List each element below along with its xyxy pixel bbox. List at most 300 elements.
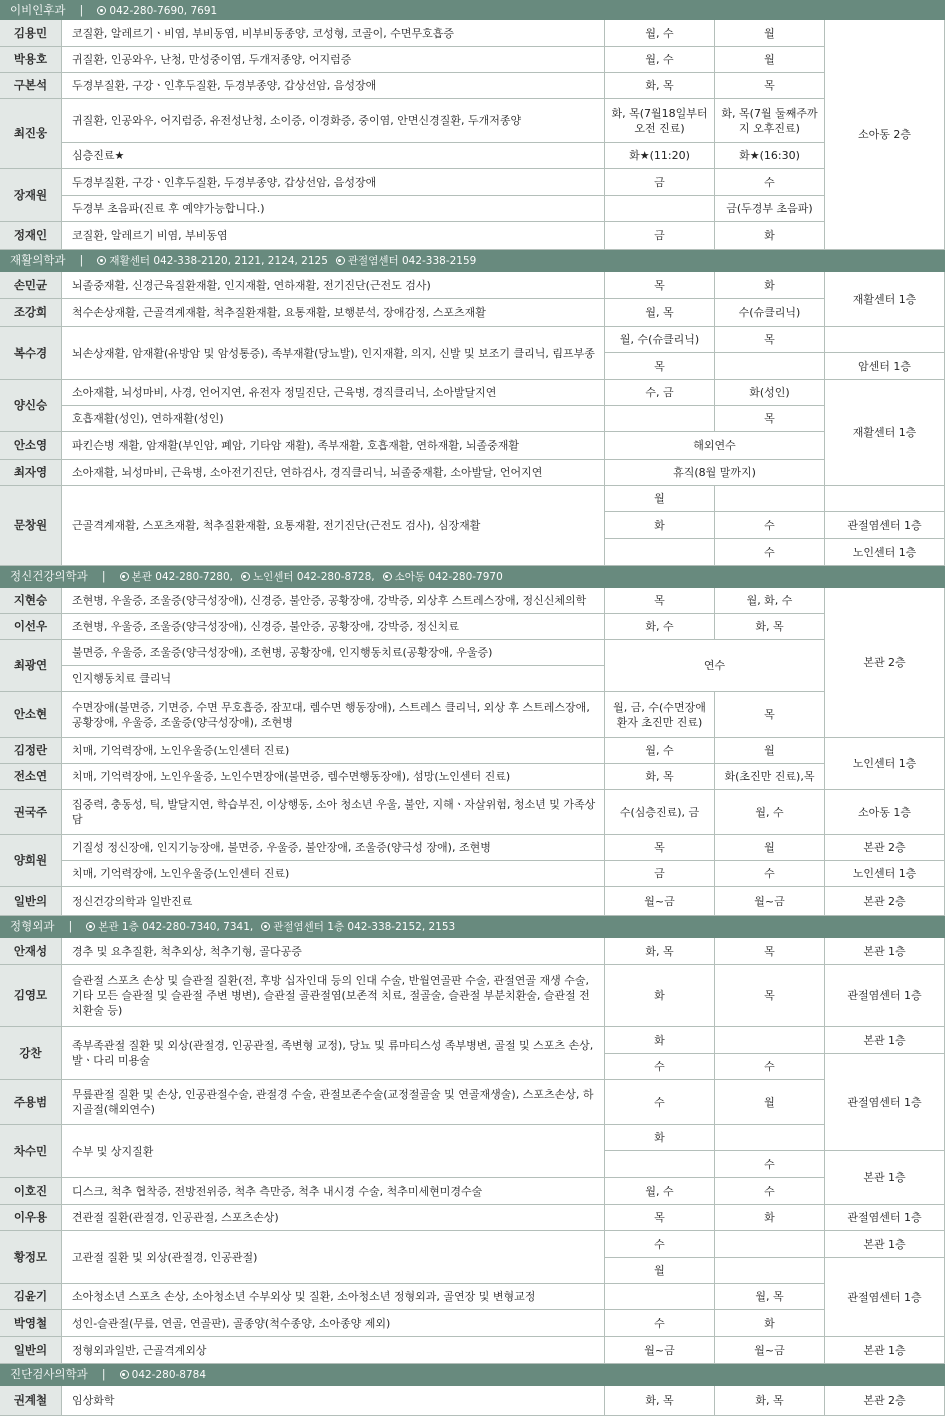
merged-schedule [605,432,825,460]
afternoon-schedule-text: 월 [764,53,775,66]
specialty-text [62,887,605,916]
location-text [825,380,945,486]
location-text [825,738,945,790]
afternoon-schedule-text: 월, 화, 수 [746,594,793,607]
specialty-text [62,1027,605,1080]
afternoon-schedule [715,1231,825,1258]
divider: | [101,569,106,583]
doctor-name [0,692,62,738]
morning-schedule [605,73,715,99]
afternoon-schedule [715,20,825,47]
afternoon-schedule [715,539,825,566]
phone-icon [241,572,250,581]
afternoon-schedule-text: 월 [764,841,775,854]
department-phone: 본관 042-280-7280, [131,571,233,583]
specialty-text-text: 심층진료★ [72,149,125,162]
specialty-text-text: 뇌손상재활, 암재활(유방암 및 암성통증), 족부재활(당뇨발), 인지재활, 의지, 신발 및 보조기 클리닉, 림프부종 [72,346,595,360]
morning-schedule-text: 목 [654,841,665,854]
specialty-text [62,614,605,640]
specialty-text [62,1386,605,1416]
doctor-name-text: 손민균 [13,277,48,292]
department-name: 정신건강의학과 [10,569,88,583]
doctor-name-text: 구본석 [13,78,48,92]
afternoon-schedule [715,73,825,99]
afternoon-schedule-text: 화(성인) [749,386,790,399]
morning-schedule-text: 월 [654,492,665,505]
morning-schedule-text: 목 [654,359,665,373]
afternoon-schedule [715,861,825,887]
afternoon-schedule [715,512,825,539]
doctor-name [0,835,62,887]
morning-schedule-text: 수 [654,1237,665,1251]
specialty-text [62,938,605,965]
afternoon-schedule-text: 화 [764,278,775,292]
specialty-text [62,861,605,887]
morning-schedule-text: 월~금 [644,894,675,908]
specialty-text-text: 기질성 정신장애, 인지기능장애, 불면증, 우울증, 불안장애, 조울증(양극성 장애), 조현병 [72,841,491,854]
morning-schedule [605,353,715,380]
doctor-name-text: 최광연 [13,658,48,672]
afternoon-schedule [715,327,825,353]
morning-schedule-text: 화 [654,989,665,1002]
morning-schedule-text: 월, 수 [645,744,674,757]
specialty-text [62,738,605,764]
doctor-name-text: 주용범 [13,1094,48,1109]
phone-icon [120,1370,129,1379]
afternoon-schedule [715,965,825,1027]
afternoon-schedule-text: 수 [764,867,775,880]
doctor-name [0,169,62,222]
afternoon-schedule [715,1054,825,1080]
afternoon-schedule-text: 목 [764,79,775,92]
location-text [825,1151,945,1205]
specialty-text [62,640,605,666]
specialty-text-text: 인지행동치료 클리닉 [72,672,172,685]
doctor-name [0,20,62,47]
specialty-text-text: 소아재활, 뇌성마비, 사경, 언어지연, 유전자 정밀진단, 근육병, 경직클리닉, 소아발달지연 [72,386,497,399]
department-name: 정형외과 [10,919,55,933]
morning-schedule-text: 수 [654,1060,665,1073]
doctor-name [0,1178,62,1205]
doctor-name-text: 박영철 [13,1315,48,1330]
morning-schedule [605,614,715,640]
morning-schedule [605,1337,715,1364]
afternoon-schedule-text: 수 [764,518,775,532]
specialty-text-text: 슬관절 스포츠 손상 및 슬관절 질환(전, 후방 십자인대 등의 인대 수술, 반월연골판 수술, 관절연골 재생 수술, 기타 모든 슬관절 및 슬관절 주변 병변), 슬관절 골관절염(보존적 치료, 절골술, 슬관절 부분치환술, 슬관절 전치환술 등) [72,974,590,1017]
afternoon-schedule [715,1205,825,1231]
morning-schedule [605,1178,715,1205]
specialty-text [62,432,605,460]
specialty-text [62,692,605,738]
department-phone: 본관 1층 042-280-7340, 7341, [98,921,254,933]
specialty-text [62,47,605,73]
afternoon-schedule-text: 화, 목(7월 둘째주까지 오후진료) [721,106,818,135]
doctor-name [0,790,62,835]
afternoon-schedule [715,222,825,250]
location-text-text: 본관 1층 [863,1033,906,1047]
specialty-text [62,460,605,486]
morning-schedule-text: 월, 금, 수(수면장애 환자 초진만 진료) [613,700,706,729]
specialty-text-text: 집중력, 충동성, 틱, 발달지연, 학습부진, 이상행동, 소아 청소년 우울, 불안, 지해ㆍ자살위험, 청소년 및 가족상담 [72,798,596,826]
department-phone: 관절염센터 042-338-2159 [347,255,477,267]
merged-schedule [605,460,825,486]
morning-schedule-text: 화, 수 [645,620,674,633]
specialty-text-text: 소아재활, 뇌성마비, 근육병, 소아전기진단, 연하검사, 경직클리닉, 뇌졸중재활, 소아발달, 언어지연 [72,466,543,479]
doctor-name-text: 이호진 [13,1183,48,1198]
specialty-text-text: 척수손상재활, 근골격계재활, 척추질환재활, 요통재활, 보행분석, 장애감정, 스포츠재활 [72,306,486,319]
doctor-name [0,99,62,169]
morning-schedule [605,1205,715,1231]
department-name: 재활의학과 [10,253,66,267]
doctor-name-text: 김정란 [13,743,48,757]
afternoon-schedule-text: 화 [764,1211,775,1224]
morning-schedule-text: 목 [654,278,665,292]
department-header [0,566,945,588]
morning-schedule [605,327,715,353]
morning-schedule [605,861,715,887]
afternoon-schedule-text: 화 [764,1316,775,1330]
phone-icon [86,922,95,931]
doctor-name [0,1080,62,1125]
doctor-name-text: 권국주 [13,804,48,819]
afternoon-schedule-text: 목 [764,944,775,958]
morning-schedule-text: 화 [654,1033,665,1047]
afternoon-schedule [715,692,825,738]
specialty-text [62,1178,605,1205]
morning-schedule-text: 화★(11:20) [629,149,690,162]
department-phone: 재활센터 042-338-2120, 2121, 2124, 2125 [109,255,328,267]
phone-icon [336,256,345,265]
phone-icon [383,572,392,581]
afternoon-schedule [715,1386,825,1416]
afternoon-schedule-text: 금(두경부 초음파) [726,202,813,215]
specialty-text [62,965,605,1027]
morning-schedule-text: 월, 수 [645,26,674,40]
specialty-text [62,1310,605,1337]
afternoon-schedule [715,1027,825,1054]
doctor-name [0,938,62,965]
specialty-text-text: 치매, 기억력장애, 노인우울증, 노인수면장애(불면증, 렘수면행동장애), 섬망(노인센터 진료) [72,770,511,783]
specialty-text-text: 뇌졸중재활, 신경근육질환재활, 인지재활, 연하재활, 전기진단(근전도 검사) [72,278,431,292]
location-text [825,1258,945,1337]
morning-schedule [605,222,715,250]
afternoon-schedule [715,1080,825,1125]
afternoon-schedule [715,406,825,432]
afternoon-schedule [715,47,825,73]
location-text [825,1054,945,1151]
morning-schedule [605,692,715,738]
afternoon-schedule [715,169,825,196]
doctor-name-text: 정재인 [13,228,48,242]
afternoon-schedule-text: 월~금 [754,894,785,908]
specialty-text [62,222,605,250]
afternoon-schedule-text: 월, 목 [755,1290,784,1303]
specialty-text [62,1231,605,1284]
department-name: 이비인후과 [10,3,66,17]
specialty-text-text: 파킨슨병 재활, 암재활(부인암, 폐암, 기타암 재활), 족부재활, 호흡재활, 연하재활, 뇌졸중재활 [72,439,520,452]
phone-icon [97,256,106,265]
afternoon-schedule-text: 화, 목 [755,1394,784,1407]
afternoon-schedule [715,272,825,299]
morning-schedule-text: 월, 수 [645,1184,674,1198]
doctor-name [0,738,62,764]
doctor-name-text: 김윤기 [13,1289,48,1303]
doctor-name [0,299,62,327]
location-text-text: 암센터 1층 [858,359,911,373]
department-phone: 노인센터 042-280-8728, [252,571,375,583]
location-text [825,512,945,539]
morning-schedule [605,1258,715,1284]
doctor-name [0,1310,62,1337]
specialty-text [62,666,605,692]
location-text [825,539,945,566]
morning-schedule-text: 월, 수(슈클리닉) [619,333,700,346]
morning-schedule [605,169,715,196]
morning-schedule-text: 화, 목 [645,770,674,783]
specialty-text [62,73,605,99]
morning-schedule [605,1027,715,1054]
specialty-text-text: 디스크, 척추 협착증, 전방전위증, 척추 측만증, 척추 내시경 수술, 척추미세현미경수술 [72,1184,483,1198]
morning-schedule [605,1231,715,1258]
merged-schedule-text: 휴직(8월 말까지) [673,466,756,479]
morning-schedule-text: 월, 목 [645,306,674,319]
afternoon-schedule [715,938,825,965]
specialty-text [62,99,605,143]
merged-schedule-text: 해외연수 [693,439,736,452]
location-text-text: 본관 1층 [863,1171,906,1184]
specialty-text-text: 두경부질환, 구강ㆍ인후두질환, 두경부종양, 갑상선암, 음성장애 [72,175,377,189]
location-text-text: 본관 2층 [863,1394,906,1407]
doctor-name-text: 안소영 [13,438,48,452]
location-text [825,1337,945,1364]
doctor-name [0,1284,62,1310]
location-text [825,861,945,887]
doctor-name [0,1205,62,1231]
afternoon-schedule-text: 목 [764,412,775,425]
afternoon-schedule [715,1178,825,1205]
doctor-name-text: 장재원 [13,187,48,202]
morning-schedule [605,887,715,916]
merged-schedule-text: 연수 [703,659,726,672]
location-text-text: 소아동 1층 [858,805,911,819]
department-phone: 042-280-8784 [131,1369,207,1381]
location-text [825,938,945,965]
location-text [825,1205,945,1231]
doctor-name-text: 권계철 [13,1393,48,1407]
morning-schedule [605,47,715,73]
specialty-text-text: 정신건강의학과 일반진료 [72,894,193,908]
afternoon-schedule-text: 월 [764,744,775,757]
location-text-text: 관절염센터 1층 [847,518,922,532]
afternoon-schedule [715,1310,825,1337]
afternoon-schedule-text: 수 [764,545,775,559]
specialty-text-text: 귀질환, 인공와우, 어지럼증, 유전성난청, 소이증, 이경화증, 중이염, 안면신경질환, 두개저종양 [72,114,522,127]
department-phone: 042-280-7690, 7691 [109,5,218,17]
specialty-text [62,406,605,432]
specialty-text [62,1125,605,1178]
morning-schedule [605,1310,715,1337]
morning-schedule-text: 화, 목 [645,79,674,92]
location-text-text: 본관 2층 [863,656,906,669]
specialty-text-text: 족부족관절 질환 및 외상(관절경, 인공관절, 족변형 교정), 당뇨 및 류마티스성 족부병변, 골절 및 스포츠 손상, 발ㆍ다리 미용술 [72,1039,594,1067]
afternoon-schedule [715,99,825,143]
morning-schedule-text: 금 [654,175,665,189]
morning-schedule-text: 화 [654,1131,665,1144]
specialty-text-text: 두경부질환, 구강ㆍ인후두질환, 두경부종양, 갑상선암, 음성장애 [72,79,377,92]
morning-schedule-text: 화, 목 [645,1394,674,1407]
divider: | [101,1367,106,1381]
morning-schedule-text: 월 [654,1264,665,1277]
afternoon-schedule [715,1337,825,1364]
afternoon-schedule [715,790,825,835]
doctor-name-text: 안재성 [13,943,48,958]
doctor-name [0,73,62,99]
doctor-name [0,1231,62,1284]
doctor-name [0,614,62,640]
location-text-text: 본관 1층 [863,1343,906,1357]
morning-schedule [605,1386,715,1416]
afternoon-schedule-text: 수(슈클리닉) [738,306,801,319]
department-phone: 관절염센터 1층 042-338-2152, 2153 [273,921,456,933]
morning-schedule-text: 수, 금 [645,386,674,399]
doctor-name-text: 문창원 [13,518,48,532]
specialty-text-text: 두경부 초음파(진료 후 예약가능합니다.) [72,202,265,215]
location-text [825,887,945,916]
specialty-text [62,20,605,47]
morning-schedule-text: 화, 목 [645,944,674,958]
doctor-name [0,1337,62,1364]
afternoon-schedule-text: 월, 수 [755,805,784,819]
doctor-name-text: 김용민 [13,25,48,40]
doctor-name-text: 차수민 [13,1143,48,1158]
specialty-text-text: 귀질환, 인공와우, 난청, 만성중이염, 두개저종양, 어지럼증 [72,53,352,66]
morning-schedule-text: 월, 수 [645,53,674,66]
location-text [825,327,945,353]
location-text-text: 노인센터 1층 [852,545,917,559]
doctor-name [0,1027,62,1080]
afternoon-schedule-text: 수 [764,1060,775,1073]
doctor-name [0,640,62,692]
morning-schedule-text: 목 [654,1211,665,1224]
afternoon-schedule [715,1258,825,1284]
doctor-name [0,588,62,614]
afternoon-schedule [715,299,825,327]
afternoon-schedule [715,614,825,640]
location-text [825,790,945,835]
morning-schedule [605,938,715,965]
specialty-text [62,588,605,614]
doctor-name [0,965,62,1027]
specialty-text-text: 성인-슬관절(무릎, 연골, 연골판), 골종양(척수종양, 소아종양 제외) [72,1316,391,1330]
morning-schedule [605,738,715,764]
location-text [825,1231,945,1258]
morning-schedule [605,99,715,143]
specialty-text-text: 소아청소년 스포츠 손상, 소아청소년 수부외상 및 질환, 소아청소년 정형외과, 골연장 및 변형교정 [72,1290,536,1303]
specialty-text [62,272,605,299]
afternoon-schedule-text: 월~금 [754,1343,785,1357]
morning-schedule-text: 월~금 [644,1343,675,1357]
morning-schedule [605,965,715,1027]
specialty-text [62,1284,605,1310]
afternoon-schedule-text: 수 [764,1157,775,1171]
specialty-text-text: 임상화학 [72,1394,115,1407]
doctor-name [0,432,62,460]
morning-schedule-text: 화, 목(7월18일부터 오전 진료) [611,106,708,135]
afternoon-schedule [715,1125,825,1151]
specialty-text [62,299,605,327]
morning-schedule [605,299,715,327]
department-header [0,250,945,272]
doctor-name-text: 일반의 [13,893,48,908]
doctor-name [0,222,62,250]
afternoon-schedule [715,588,825,614]
morning-schedule [605,143,715,169]
doctor-name-text: 최진웅 [13,126,48,140]
specialty-text [62,764,605,790]
specialty-text-text: 견관절 질환(관절경, 인공관절, 스포츠손상) [72,1211,279,1224]
morning-schedule [605,588,715,614]
location-text-text: 재활센터 1층 [852,426,917,439]
afternoon-schedule [715,764,825,790]
location-text [825,1027,945,1054]
afternoon-schedule [715,380,825,406]
afternoon-schedule-text: 수 [764,175,775,189]
specialty-text [62,1337,605,1364]
location-text-text: 재활센터 1층 [852,292,917,306]
department-phone: 소아동 042-280-7970 [394,571,503,583]
location-text [825,588,945,738]
specialty-text-text: 불면증, 우울증, 조울증(양극성장애), 조현병, 공황장애, 인지행동치료(공황장애, 우울증) [72,646,493,659]
afternoon-schedule-text: 월 [764,26,775,40]
location-text-text: 관절염센터 1층 [847,989,922,1002]
doctor-name-text: 복수경 [13,345,48,360]
afternoon-schedule [715,1284,825,1310]
location-text [825,20,945,250]
morning-schedule-text: 수 [654,1316,665,1330]
specialty-text-text: 수면장애(불면증, 기면증, 수면 무호흡증, 잠꼬대, 렘수면 행동장애), 스트레스 클리닉, 외상 후 스트레스장애, 공황장애, 우울증, 조울증(양극성장애), 조현병 [72,700,590,729]
doctor-name [0,460,62,486]
location-text-text: 본관 1층 [863,1237,906,1251]
doctor-name-text: 김영모 [13,988,48,1002]
doctor-name-text: 강찬 [19,1045,42,1060]
specialty-text [62,835,605,861]
department-header [0,0,945,20]
doctor-name-text: 박용호 [13,52,48,66]
specialty-text-text: 호흡재활(성인), 연하재활(성인) [72,412,224,425]
afternoon-schedule-text: 화(초진만 진료),목 [724,770,815,783]
phone-icon [261,922,270,931]
phone-icon [97,6,106,15]
morning-schedule-text: 금 [654,229,665,242]
specialty-text [62,1205,605,1231]
doctor-name-text: 지현승 [13,593,48,607]
morning-schedule [605,1080,715,1125]
doctor-name [0,47,62,73]
afternoon-schedule [715,738,825,764]
morning-schedule-text: 수 [654,1095,665,1109]
doctor-name [0,764,62,790]
afternoon-schedule [715,835,825,861]
specialty-text-text: 정형외과일반, 근골격계외상 [72,1343,207,1357]
location-text-text: 노인센터 1층 [852,867,917,880]
location-text-text: 관절염센터 1층 [847,1095,922,1109]
specialty-text [62,196,605,222]
afternoon-schedule [715,143,825,169]
specialty-text [62,1080,605,1125]
doctor-name [0,327,62,380]
doctor-name [0,486,62,566]
location-text-text: 본관 2층 [863,894,906,908]
